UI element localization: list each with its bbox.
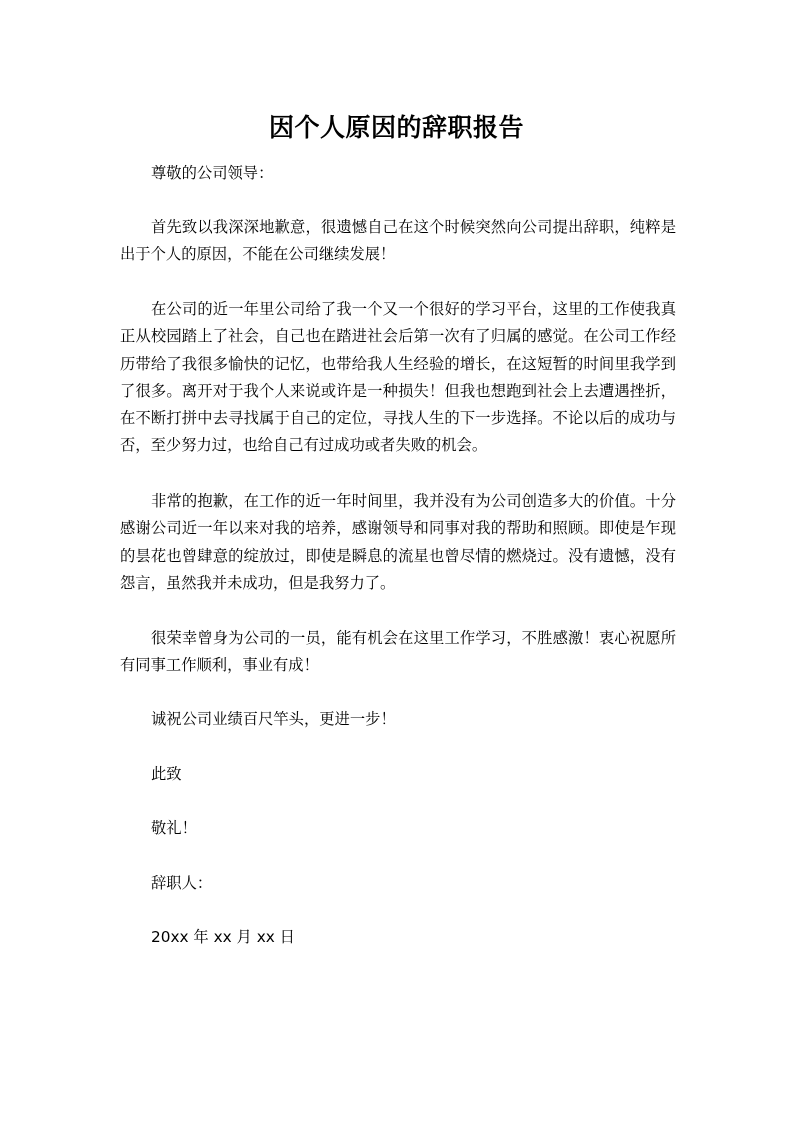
paragraph-experience: 在公司的近一年里公司给了我一个又一个很好的学习平台，这里的工作使我真正从校园踏上了社会，自己也在踏进社会后第一次有了归属的感觉。在公司工作经历带给了我很多愉快的记忆，也带给我人生经验的增长，在这短暂的时间里我学到了很多。离开对于我个人来说或许是一种损失！但我也想跑到社会上去遭遇挫折，在不断打拼中去寻找属于自己的定位，寻找人生的下一步选择。不论以后的成功与否，至少努力过，也给自己有过成功或者失败的机会。 [120,300,676,455]
signer-label: 辞职人： [151,874,213,892]
document-title: 因个人原因的辞职报告 [268,113,524,142]
paragraph-apology: 首先致以我深深地歉意，很遗憾自己在这个时候突然向公司提出辞职，纯粹是出于个人的原因，不能在公司继续发展！ [120,218,676,264]
regards-phrase: 敬礼！ [151,819,197,837]
salutation: 尊敬的公司领导： [151,164,274,182]
closing-phrase: 此致 [151,765,182,783]
paragraph-wishes: 很荣幸曾身为公司的一员，能有机会在这里工作学习，不胜感激！衷心祝愿所有同事工作顺利，事业有成！ [120,629,676,675]
document-date: 20xx 年 xx 月 xx 日 [151,928,295,946]
paragraph-gratitude: 非常的抱歉，在工作的近一年时间里，我并没有为公司创造多大的价值。十分感谢公司近一年以来对我的培养，感谢领导和同事对我的帮助和照顾。即使是乍现的昙花也曾肆意的绽放过，即使是瞬息的流星也曾尽情的燃烧过。没有遗憾，没有怨言，虽然我并未成功，但是我努力了。 [120,492,676,592]
company-wish: 诚祝公司业绩百尺竿头，更进一步！ [151,710,396,728]
